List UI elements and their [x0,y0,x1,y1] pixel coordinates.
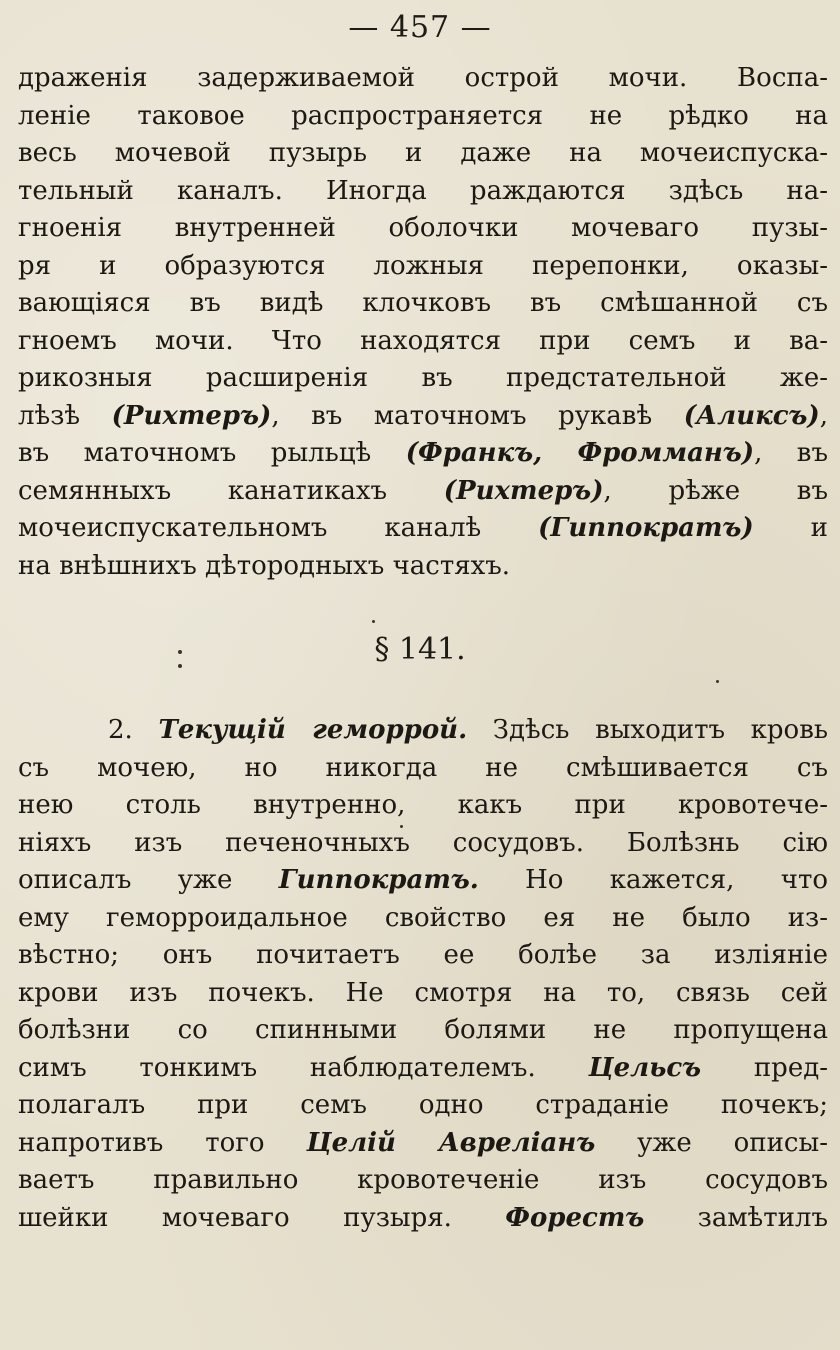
text-line: нею столь внутренно, какъ при кровотече- [18,790,828,820]
text-line: рикозныя расширенія въ предстательной же- [18,363,828,393]
text-line: леніе таковое распространяется не рѣдко на [18,100,828,131]
text-line: весь мочевой пузырь и даже на мочеиспуска- [18,138,828,168]
citation-aliks: (Аликсъ) [683,400,820,431]
text-line: ніяхъ изъ печеночныхъ сосудовъ. Болѣзнь сію [18,827,828,858]
text-line: 2. Текущій геморрой. Здѣсь выходитъ кровь [108,715,828,745]
text-line: симъ тонкимъ наблюдателемъ. Цельсъ пред- [18,1052,829,1083]
text-line: вѣстно; онъ почитаетъ ее болѣе за изліяніе [18,940,828,970]
citation-hippocrates: Гиппократъ. [278,865,479,895]
print-speck [716,680,719,683]
citation-forestus: Форестъ [505,1202,645,1233]
text-line: на внѣшнихъ дѣтородныхъ частяхъ. [18,550,511,581]
text-line: семянныхъ канатикахъ (Рихтеръ), рѣже въ [18,475,828,506]
print-speck [400,825,403,828]
text-line: ему геморроидальное свойство ея не было из- [18,902,828,933]
text-line: лѣзѣ (Рихтеръ), въ маточномъ рукавѣ (Аликсъ), [18,400,828,431]
section-heading: § 141. [374,632,466,667]
citation-richter: (Рихтеръ) [111,400,272,431]
text-line: ря и образуются ложныя перепонки, оказы- [18,250,828,281]
text-line: тельный каналъ. Иногда раждаются здѣсь на- [18,175,828,206]
citation-richter: (Рихтеръ) [443,475,604,506]
text-line: мочеиспускательномъ каналѣ (Гиппократъ) и [18,513,828,543]
paragraph-2 [18,712,828,1237]
text-line: гноемъ мочи. Что находятся при семъ и ва- [18,325,828,356]
text-line: крови изъ почекъ. Не смотря на то, связь сей [18,977,828,1008]
print-speck [178,650,182,654]
text-line: драженія задерживаемой острой мочи. Воспа- [18,63,828,93]
text-line: ваетъ правильно кровотеченіе изъ сосудовъ [18,1165,828,1195]
citation-hippocrates: (Гиппократъ) [538,513,754,543]
paragraph-1 [18,60,828,585]
print-speck [178,664,182,668]
text-line: шейки мочеваго пузыря. Форестъ замѣтилъ [18,1202,828,1233]
print-speck [372,620,375,623]
text-line: напротивъ того Целій Авреліанъ уже описы- [18,1127,828,1158]
page-number: — 457 — [348,10,492,45]
term-flowing-hemorrhoid: Текущій геморрой. [158,715,468,745]
text-line: описалъ уже Гиппократъ. Но кажется, что [18,865,828,895]
text-line: въ маточномъ рыльцѣ (Франкъ, Фромманъ), въ [18,438,828,468]
text-line: болѣзни со спинными болями не пропущена [18,1015,828,1045]
citation-frank-fromman: (Франкъ, Фромманъ) [405,438,755,468]
text-line: полагалъ при семъ одно страданіе почекъ; [18,1090,828,1120]
text-line: гноенія внутренней оболочки мочеваго пузы- [18,213,828,243]
text-line: вающіяся въ видѣ клочковъ въ смѣшанной съ [18,288,828,318]
citation-caelius-aurelianus: Целій Авреліанъ [306,1127,596,1158]
text-line: съ мочею, но никогда не смѣшивается съ [18,752,828,783]
citation-celsus: Цельсъ [588,1052,702,1083]
